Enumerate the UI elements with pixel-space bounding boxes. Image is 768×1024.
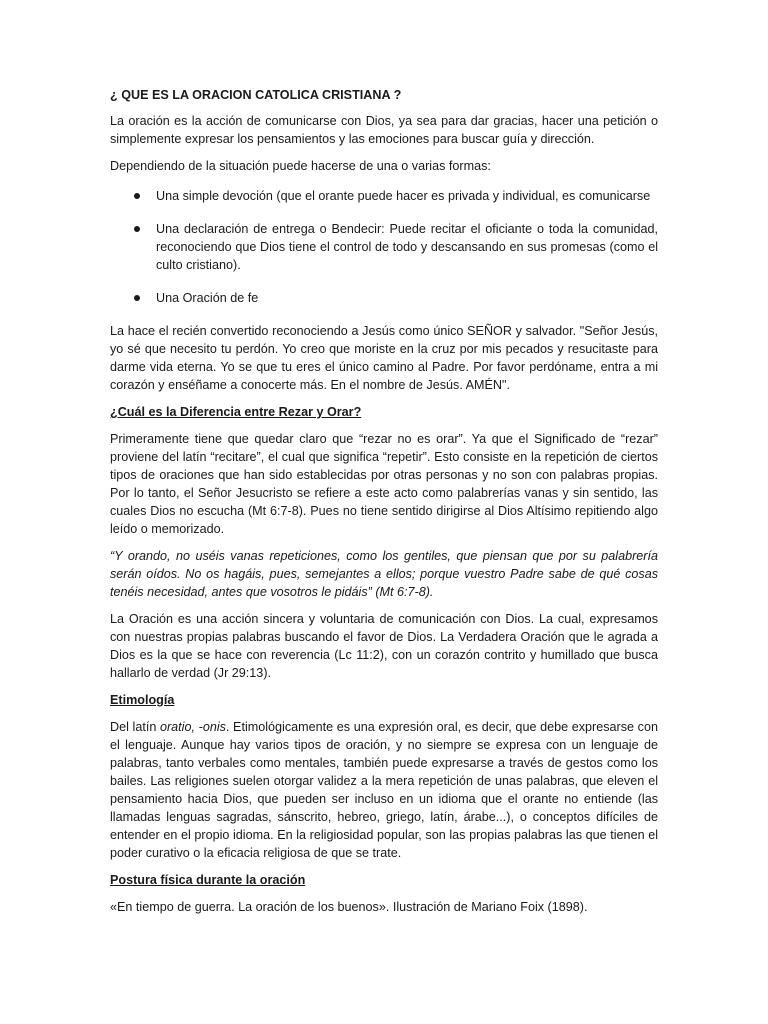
list-item	[110, 187, 658, 205]
etymology-heading: Etimología	[110, 693, 175, 707]
difference-heading: ¿Cuál es la Diferencia entre Rezar y Orar?	[110, 405, 362, 419]
list-item	[110, 289, 658, 307]
list-item	[110, 220, 658, 274]
intro-paragraph: La oración es la acción de comunicarse con Dios, ya sea para dar gracias, hacer una petición o simplemente expresar los pensamientos y las emociones para buscar guía y dirección.	[110, 114, 658, 146]
true-prayer-paragraph: La Oración es una acción sincera y voluntaria de comunicación con Dios. La cual, expresamos con nuestras propias palabras buscando el favor de Dios. La Verdadera Oración que le agrada a Dios es la que se hace con reverencia (Lc 11:2), con un corazón contrito y humillado que busca hallarlo de verdad (Jr 29:13).	[110, 612, 658, 680]
scripture-quote: “Y orando, no uséis vanas repeticiones, como los gentiles, que piensan que por su palabrería serán oídos. No os hagáis, pues, semejantes a ellos; porque vuestro Padre sabe de qué cosas tenéis necesidad, antes que vosotros le pidáis” (Mt 6:7-8).	[110, 549, 658, 599]
list-item-text: Una simple devoción (que el orante puede hacer es privada y individual, es comunicarse	[156, 189, 651, 203]
latin-term: oratio, -onis	[159, 720, 226, 734]
faith-prayer-paragraph: La hace el recién convertido reconociendo a Jesús como único SEÑOR y salvador. "Señor Jesús, yo sé que necesito tu perdón. Yo creo que moriste en la cruz por mis pecados y resucitaste para darme vida eterna. Yo se que tu eres el único camino al Padre. Por favor perdóname, entra a mi corazón y enséñame a conocerte más. En el nombre de Jesús. AMÉN".	[110, 324, 658, 392]
prayer-forms-list	[110, 187, 658, 307]
bullet-icon	[134, 226, 140, 232]
list-item-text: Una declaración de entrega o Bendecir: Puede recitar el oficiante o toda la comunidad, reconociendo que Dios tiene el control de todo y descansando en sus promesas (como el culto cristiano).	[156, 222, 658, 272]
bullet-icon	[134, 295, 140, 301]
forms-intro-paragraph: Dependiendo de la situación puede hacerse de una o varias formas:	[110, 159, 491, 173]
etymology-lead: Del latín	[110, 720, 160, 734]
document-page	[110, 86, 658, 925]
bullet-icon	[134, 193, 140, 199]
etymology-paragraph	[110, 718, 658, 862]
etymology-body: . Etimológicamente es una expresión oral, es decir, que debe expresarse con el lenguaje. Aunque hay varios tipos de oración, y no siempre se expresa con un lenguaje de palabras, tanto verbales como mentales, también puede expresarse a través de gestos como los bailes. Las religiones suelen otorgar validez a la mera repetición de unas palabras, que eleven el pensamiento hacia Dios, que pueden ser incluso en un idioma que el orante no entiende (las llamadas lenguas sagradas, sánscrito, hebreo, griego, latín, árabe...), o conceptos difíciles de entender en el propio idioma. En la religiosidad popular, son las propias palabras las que tienen el poder curativo o la eficacia religiosa de que se trate.	[110, 720, 658, 860]
posture-heading: Postura física durante la oración	[110, 873, 306, 887]
difference-paragraph: Primeramente tiene que quedar claro que “rezar no es orar”. Ya que el Significado de “rezar” proviene del latín “recitare”, el cual que significa “repetir”. Esto consiste en la repetición de ciertos tipos de oraciones que han sido establecidas por otras personas y no son con palabras propias. Por lo tanto, el Señor Jesucristo se refiere a este acto como palabrerías vanas y sin sentido, las cuales Dios no escucha (Mt 6:7-8). Pues no tiene sentido dirigirse al Dios Altísimo repitiendo algo leído o memorizado.	[110, 432, 658, 536]
illustration-caption: «En tiempo de guerra. La oración de los buenos». Ilustración de Mariano Foix (1898).	[110, 900, 588, 914]
page-title: ¿ QUE ES LA ORACION CATOLICA CRISTIANA ?	[110, 88, 402, 102]
list-item-text: Una Oración de fe	[156, 291, 259, 305]
